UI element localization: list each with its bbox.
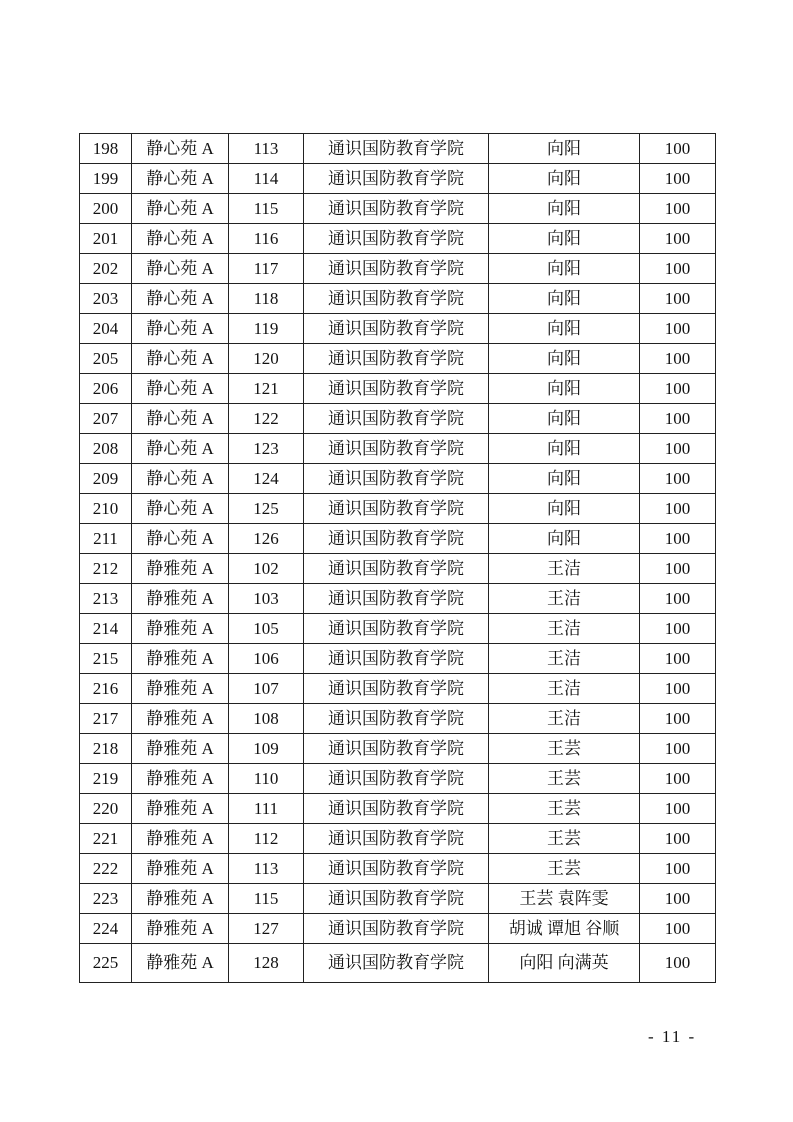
room-number-cell: 109	[229, 734, 304, 764]
table-row	[80, 644, 716, 674]
building-cell: 静雅苑 A	[132, 914, 229, 944]
responsible-person-cell: 王芸	[489, 734, 640, 764]
responsible-person-cell: 向阳	[489, 194, 640, 224]
row-number-cell: 218	[80, 734, 132, 764]
room-number-cell: 108	[229, 704, 304, 734]
row-number-cell: 211	[80, 524, 132, 554]
responsible-person-cell: 王洁	[489, 674, 640, 704]
room-number-cell: 102	[229, 554, 304, 584]
college-cell: 通识国防教育学院	[304, 584, 489, 614]
table-row	[80, 314, 716, 344]
score-cell: 100	[640, 884, 716, 914]
score-cell: 100	[640, 284, 716, 314]
responsible-person-cell: 向阳	[489, 524, 640, 554]
score-cell: 100	[640, 464, 716, 494]
table-row	[80, 584, 716, 614]
college-cell: 通识国防教育学院	[304, 464, 489, 494]
building-cell: 静雅苑 A	[132, 674, 229, 704]
table-row	[80, 164, 716, 194]
score-cell: 100	[640, 734, 716, 764]
row-number-cell: 219	[80, 764, 132, 794]
responsible-person-cell: 向阳	[489, 434, 640, 464]
table-row	[80, 134, 716, 164]
college-cell: 通识国防教育学院	[304, 884, 489, 914]
responsible-person-cell: 王芸	[489, 764, 640, 794]
college-cell: 通识国防教育学院	[304, 674, 489, 704]
college-cell: 通识国防教育学院	[304, 374, 489, 404]
college-cell: 通识国防教育学院	[304, 524, 489, 554]
room-number-cell: 127	[229, 914, 304, 944]
row-number-cell: 225	[80, 944, 132, 983]
room-number-cell: 107	[229, 674, 304, 704]
responsible-person-cell: 王洁	[489, 704, 640, 734]
table-row	[80, 434, 716, 464]
room-number-cell: 123	[229, 434, 304, 464]
score-cell: 100	[640, 614, 716, 644]
college-cell: 通识国防教育学院	[304, 914, 489, 944]
table-row	[80, 944, 716, 983]
responsible-person-cell: 王芸 袁阵雯	[489, 884, 640, 914]
college-cell: 通识国防教育学院	[304, 824, 489, 854]
building-cell: 静雅苑 A	[132, 794, 229, 824]
table-row	[80, 194, 716, 224]
row-number-cell: 210	[80, 494, 132, 524]
row-number-cell: 209	[80, 464, 132, 494]
row-number-cell: 215	[80, 644, 132, 674]
score-cell: 100	[640, 554, 716, 584]
responsible-person-cell: 向阳	[489, 314, 640, 344]
table-row	[80, 884, 716, 914]
building-cell: 静心苑 A	[132, 464, 229, 494]
score-cell: 100	[640, 914, 716, 944]
college-cell: 通识国防教育学院	[304, 794, 489, 824]
room-number-cell: 126	[229, 524, 304, 554]
building-cell: 静雅苑 A	[132, 944, 229, 983]
room-number-cell: 113	[229, 134, 304, 164]
row-number-cell: 198	[80, 134, 132, 164]
table-row	[80, 764, 716, 794]
responsible-person-cell: 向阳	[489, 374, 640, 404]
responsible-person-cell: 王洁	[489, 614, 640, 644]
score-cell: 100	[640, 374, 716, 404]
room-number-cell: 118	[229, 284, 304, 314]
row-number-cell: 223	[80, 884, 132, 914]
college-cell: 通识国防教育学院	[304, 344, 489, 374]
score-cell: 100	[640, 944, 716, 983]
building-cell: 静雅苑 A	[132, 854, 229, 884]
row-number-cell: 200	[80, 194, 132, 224]
table-row	[80, 704, 716, 734]
table-row	[80, 674, 716, 704]
building-cell: 静雅苑 A	[132, 884, 229, 914]
building-cell: 静雅苑 A	[132, 734, 229, 764]
table-row	[80, 374, 716, 404]
table-body	[80, 134, 716, 983]
college-cell: 通识国防教育学院	[304, 764, 489, 794]
responsible-person-cell: 向阳	[489, 494, 640, 524]
score-cell: 100	[640, 254, 716, 284]
responsible-person-cell: 王洁	[489, 644, 640, 674]
score-cell: 100	[640, 134, 716, 164]
responsible-person-cell: 向阳	[489, 254, 640, 284]
row-number-cell: 224	[80, 914, 132, 944]
table-row	[80, 224, 716, 254]
row-number-cell: 212	[80, 554, 132, 584]
score-cell: 100	[640, 794, 716, 824]
row-number-cell: 208	[80, 434, 132, 464]
college-cell: 通识国防教育学院	[304, 734, 489, 764]
responsible-person-cell: 向阳	[489, 284, 640, 314]
building-cell: 静雅苑 A	[132, 764, 229, 794]
building-cell: 静心苑 A	[132, 344, 229, 374]
responsible-person-cell: 王芸	[489, 854, 640, 884]
row-number-cell: 217	[80, 704, 132, 734]
building-cell: 静心苑 A	[132, 494, 229, 524]
responsible-person-cell: 向阳	[489, 134, 640, 164]
room-number-cell: 122	[229, 404, 304, 434]
building-cell: 静心苑 A	[132, 404, 229, 434]
college-cell: 通识国防教育学院	[304, 254, 489, 284]
building-cell: 静雅苑 A	[132, 824, 229, 854]
building-cell: 静心苑 A	[132, 284, 229, 314]
score-cell: 100	[640, 194, 716, 224]
responsible-person-cell: 王洁	[489, 554, 640, 584]
score-cell: 100	[640, 314, 716, 344]
room-number-cell: 119	[229, 314, 304, 344]
table-row	[80, 254, 716, 284]
row-number-cell: 201	[80, 224, 132, 254]
building-cell: 静雅苑 A	[132, 644, 229, 674]
room-number-cell: 113	[229, 854, 304, 884]
row-number-cell: 220	[80, 794, 132, 824]
responsible-person-cell: 王洁	[489, 584, 640, 614]
college-cell: 通识国防教育学院	[304, 554, 489, 584]
dormitory-score-table	[79, 133, 716, 983]
building-cell: 静心苑 A	[132, 314, 229, 344]
room-number-cell: 121	[229, 374, 304, 404]
row-number-cell: 199	[80, 164, 132, 194]
row-number-cell: 222	[80, 854, 132, 884]
college-cell: 通识国防教育学院	[304, 284, 489, 314]
room-number-cell: 112	[229, 824, 304, 854]
building-cell: 静心苑 A	[132, 194, 229, 224]
college-cell: 通识国防教育学院	[304, 224, 489, 254]
table-row	[80, 794, 716, 824]
score-cell: 100	[640, 344, 716, 374]
room-number-cell: 110	[229, 764, 304, 794]
college-cell: 通识国防教育学院	[304, 434, 489, 464]
row-number-cell: 205	[80, 344, 132, 374]
score-cell: 100	[640, 644, 716, 674]
building-cell: 静雅苑 A	[132, 704, 229, 734]
responsible-person-cell: 胡诚 谭旭 谷顺	[489, 914, 640, 944]
table-row	[80, 284, 716, 314]
responsible-person-cell: 向阳 向满英	[489, 944, 640, 983]
room-number-cell: 125	[229, 494, 304, 524]
room-number-cell: 115	[229, 194, 304, 224]
row-number-cell: 214	[80, 614, 132, 644]
building-cell: 静心苑 A	[132, 254, 229, 284]
room-number-cell: 120	[229, 344, 304, 374]
college-cell: 通识国防教育学院	[304, 944, 489, 983]
score-cell: 100	[640, 164, 716, 194]
score-cell: 100	[640, 404, 716, 434]
college-cell: 通识国防教育学院	[304, 854, 489, 884]
responsible-person-cell: 向阳	[489, 464, 640, 494]
responsible-person-cell: 向阳	[489, 344, 640, 374]
table-row	[80, 404, 716, 434]
building-cell: 静雅苑 A	[132, 554, 229, 584]
room-number-cell: 128	[229, 944, 304, 983]
responsible-person-cell: 向阳	[489, 164, 640, 194]
building-cell: 静心苑 A	[132, 164, 229, 194]
score-cell: 100	[640, 524, 716, 554]
room-number-cell: 106	[229, 644, 304, 674]
room-number-cell: 117	[229, 254, 304, 284]
score-cell: 100	[640, 224, 716, 254]
room-number-cell: 116	[229, 224, 304, 254]
table-row	[80, 614, 716, 644]
score-cell: 100	[640, 584, 716, 614]
table-row	[80, 524, 716, 554]
row-number-cell: 207	[80, 404, 132, 434]
table-row	[80, 854, 716, 884]
score-cell: 100	[640, 494, 716, 524]
building-cell: 静心苑 A	[132, 134, 229, 164]
college-cell: 通识国防教育学院	[304, 644, 489, 674]
college-cell: 通识国防教育学院	[304, 134, 489, 164]
score-cell: 100	[640, 854, 716, 884]
college-cell: 通识国防教育学院	[304, 494, 489, 524]
row-number-cell: 216	[80, 674, 132, 704]
room-number-cell: 103	[229, 584, 304, 614]
row-number-cell: 203	[80, 284, 132, 314]
building-cell: 静雅苑 A	[132, 614, 229, 644]
college-cell: 通识国防教育学院	[304, 164, 489, 194]
score-cell: 100	[640, 434, 716, 464]
building-cell: 静心苑 A	[132, 434, 229, 464]
room-number-cell: 105	[229, 614, 304, 644]
college-cell: 通识国防教育学院	[304, 614, 489, 644]
building-cell: 静心苑 A	[132, 374, 229, 404]
room-number-cell: 114	[229, 164, 304, 194]
table-row	[80, 734, 716, 764]
building-cell: 静雅苑 A	[132, 584, 229, 614]
row-number-cell: 206	[80, 374, 132, 404]
row-number-cell: 221	[80, 824, 132, 854]
college-cell: 通识国防教育学院	[304, 314, 489, 344]
table-row	[80, 464, 716, 494]
page-number: - 11 -	[648, 1027, 697, 1046]
room-number-cell: 115	[229, 884, 304, 914]
table-row	[80, 914, 716, 944]
row-number-cell: 213	[80, 584, 132, 614]
college-cell: 通识国防教育学院	[304, 404, 489, 434]
table-row	[80, 494, 716, 524]
table-row	[80, 824, 716, 854]
score-cell: 100	[640, 764, 716, 794]
building-cell: 静心苑 A	[132, 224, 229, 254]
building-cell: 静心苑 A	[132, 524, 229, 554]
score-cell: 100	[640, 704, 716, 734]
college-cell: 通识国防教育学院	[304, 704, 489, 734]
college-cell: 通识国防教育学院	[304, 194, 489, 224]
responsible-person-cell: 王芸	[489, 794, 640, 824]
table-row	[80, 344, 716, 374]
row-number-cell: 204	[80, 314, 132, 344]
room-number-cell: 111	[229, 794, 304, 824]
table-row	[80, 554, 716, 584]
responsible-person-cell: 向阳	[489, 404, 640, 434]
row-number-cell: 202	[80, 254, 132, 284]
room-number-cell: 124	[229, 464, 304, 494]
score-cell: 100	[640, 824, 716, 854]
score-cell: 100	[640, 674, 716, 704]
responsible-person-cell: 王芸	[489, 824, 640, 854]
responsible-person-cell: 向阳	[489, 224, 640, 254]
